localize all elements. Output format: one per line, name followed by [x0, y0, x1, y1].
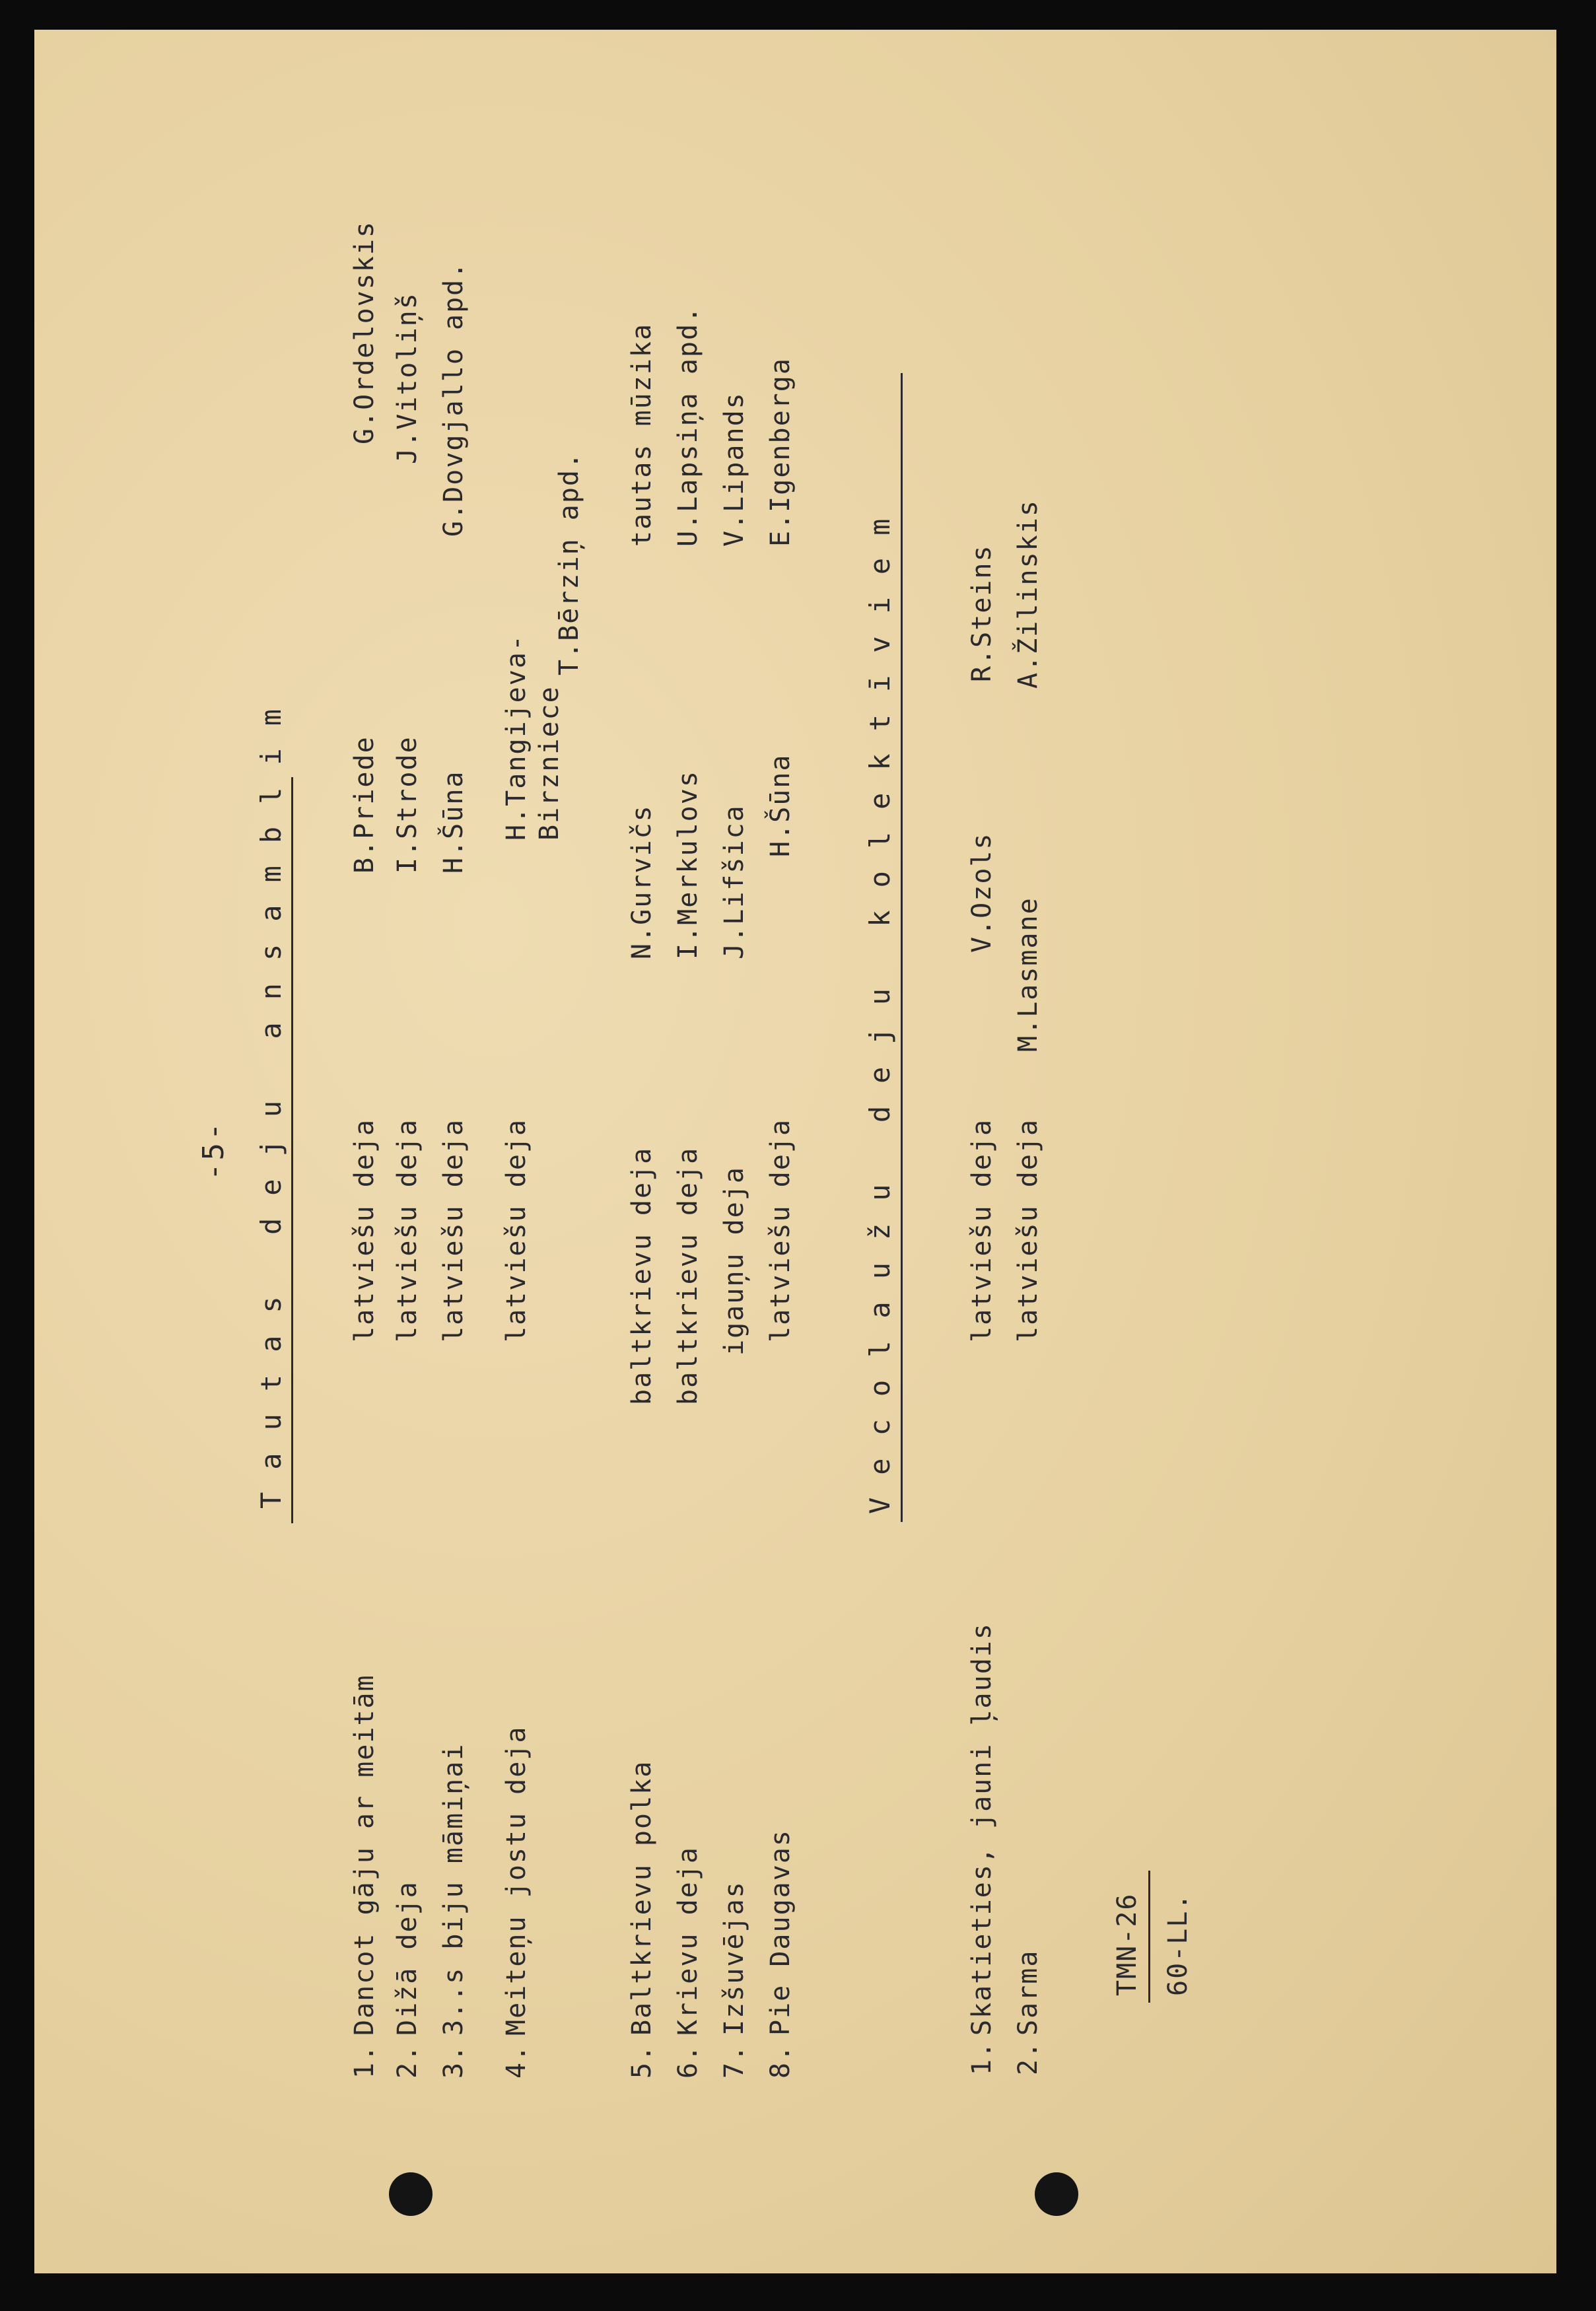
row-number: 6.: [673, 2044, 703, 2079]
dance-title: Skatieties, jauni ļaudis: [967, 1622, 997, 2036]
row-number: 7.: [719, 2044, 749, 2079]
row-number: 1.: [349, 2044, 380, 2079]
dance-title: Izšuvējas: [719, 1880, 749, 2036]
music-author: H.Šūna: [765, 753, 796, 857]
row-number: 1.: [967, 2040, 997, 2075]
dance-title: Meiteņu jostu deja: [501, 1725, 532, 2036]
dance-title: Dancot gāju ar meitām: [349, 1674, 380, 2036]
music-author: N.Gurvičs: [627, 804, 657, 959]
dance-title: Sarma: [1013, 1949, 1043, 2036]
choreographer: E.Igenberga: [765, 357, 796, 547]
dance-title: Pie Daugavas: [765, 1829, 796, 2036]
choreographer: T.Bērziņ apd.: [554, 451, 584, 675]
music-author: I.Merkulovs: [673, 770, 703, 959]
dance-type: latviešu deja: [438, 1118, 469, 1342]
dance-type: latviešu deja: [765, 1118, 796, 1342]
dance-type: latviešu deja: [392, 1118, 423, 1342]
music-author: M.Lasmane: [1013, 897, 1043, 1052]
row-number: 4.: [501, 2044, 532, 2079]
music-author: H.Šūna: [438, 770, 469, 874]
footer-code-line2: 60-LL.: [1163, 1892, 1193, 1996]
dance-title: 3..s biju māmiņai: [438, 1742, 469, 2036]
row-number: 8.: [765, 2044, 796, 2079]
choreographer: J.Vitoliņš: [392, 292, 423, 464]
music-author: B.Priede: [349, 736, 380, 874]
music-author: V.Ozols: [967, 832, 997, 953]
footer-divider: [1148, 1871, 1150, 2003]
choreographer: tautas mūzika: [627, 322, 657, 547]
choreographer: G.Ordelovskis: [349, 220, 380, 444]
choreographer: V.Lipands: [719, 392, 749, 547]
page-number: -5-: [197, 1120, 230, 1181]
choreographer: R.Steins: [967, 544, 997, 682]
row-number: 5.: [627, 2044, 657, 2079]
choreographer: U.Lapsiņa apd.: [673, 305, 703, 547]
rotated-typed-text: [34, 30, 1556, 2273]
music-author: J.Lifšica: [719, 804, 749, 959]
dance-title: Dižā deja: [392, 1880, 423, 2036]
section-heading-folk-ensemble: Tautas deju ansamblim: [255, 686, 287, 1509]
music-author: H.Tangijeva-: [501, 634, 532, 841]
dance-title: Krievu deja: [673, 1846, 703, 2036]
music-author-line2: Birzniece: [534, 685, 565, 841]
dance-type: latviešu deja: [1013, 1118, 1043, 1342]
document-page: [34, 30, 1556, 2273]
dance-type: latviešu deja: [501, 1118, 532, 1342]
footer-code-line1: TMN-26: [1112, 1892, 1142, 1996]
heading-underline-2: [901, 373, 903, 1522]
dance-type: igauņu deja: [719, 1166, 749, 1356]
dance-title: Baltkrievu polka: [627, 1760, 657, 2036]
section-heading-senior-collectives: Vecolaužu deju kolektīviem: [864, 496, 896, 1514]
row-number: 2.: [1013, 2040, 1043, 2075]
dance-type: latviešu deja: [967, 1118, 997, 1342]
heading-underline: [291, 777, 293, 1523]
dance-type: baltkrievu deja: [627, 1146, 657, 1405]
dance-type: baltkrievu deja: [673, 1146, 703, 1405]
music-author: I.Strode: [392, 736, 423, 874]
choreographer: G.Dovgjallo apd.: [438, 261, 469, 537]
choreographer: A.Žilinskis: [1013, 499, 1043, 689]
row-number: 3.: [438, 2044, 469, 2079]
dance-type: latviešu deja: [349, 1118, 380, 1342]
row-number: 2.: [392, 2044, 423, 2079]
